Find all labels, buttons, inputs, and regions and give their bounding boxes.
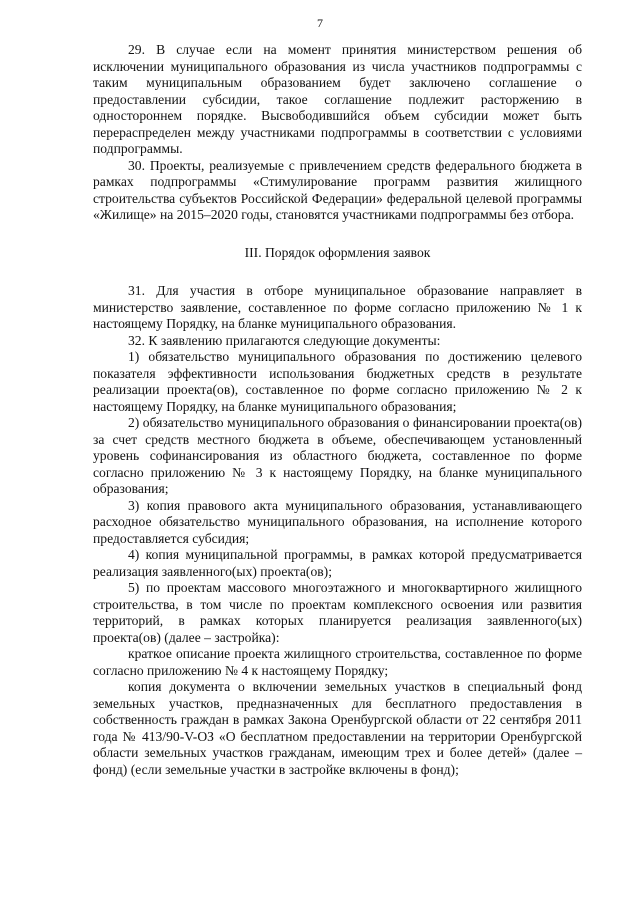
list-item-1: 1) обязательство муниципального образования по достижению целевого показателя эффективности использования бюджетных средств в результате реализации проекта(ов), составленное по форме согласно приложению № 2 к настоящему Порядку, на бланке муниципального образования; <box>93 349 582 414</box>
document-body <box>93 42 582 778</box>
paragraph-31: 31. Для участия в отборе муниципальное образование направляет в министерство заявление, составленное по форме согласно приложению № 1 к настоящему Порядку, на бланке муниципального образования. <box>93 283 582 331</box>
paragraph-30: 30. Проекты, реализуемые с привлечением средств федерального бюджета в рамках подпрограммы «Стимулирование программ развития жилищного строительства субъектов Российской Федерации» федеральной целевой программы «Жилище» на 2015–2020 годы, становятся участниками подпрограммы без отбора. <box>93 157 582 222</box>
list-item-5: 5) по проектам массового многоэтажного и многоквартирного жилищного строительства, в том числе по проектам комплексного освоения или развития территорий, в рамках которых планируется реализация заявленного(ых) проекта(ов) (далее – застройка): <box>93 580 582 645</box>
sub-item-fund-document: копия документа о включении земельных участков в специальный фонд земельных участков, предназначенных для бесплатного предоставления в собственность граждан в рамках Закона Оренбургской области от 22 сентября 2011 года № 413/90-V-ОЗ «О бесплатном предоставлении на территории Оренбургской области земельных участков гражданам, имеющим трех и более детей» (далее – фонд) (если земельные участки в застройке включены в фонд); <box>93 679 582 777</box>
list-item-3: 3) копия правового акта муниципального образования, устанавливающего расходное обязательство муниципального образования, на исполнение которого предоставляется субсидия; <box>93 497 582 546</box>
page-number: 7 <box>317 16 323 30</box>
paragraph-32: 32. К заявлению прилагаются следующие документы: <box>128 332 441 348</box>
list-item-2: 2) обязательство муниципального образования о финансировании проекта(ов) за счет средств местного бюджета в объеме, обеспечивающем установленный уровень софинансирования из областного бюджета, составленное по форме согласно приложению № 3 к настоящему Порядку, на бланке муниципального образования; <box>93 415 582 496</box>
sub-item-description: краткое описание проекта жилищного строительства, составленное по форме согласно приложению № 4 к настоящему Порядку; <box>93 646 582 678</box>
paragraph-29: 29. В случае если на момент принятия министерством решения об исключении муниципального образования из числа участников подпрограммы с таким муниципальным образованием будет заключено соглашение о предоставлении субсидии, такое соглашение подлежит расторжению в одностороннем порядке. Высвободившийся объем субсидии может быть перераспределен между участниками подпрограммы в соответствии с условиями подпрограммы. <box>93 42 582 156</box>
section-heading: III. Порядок оформления заявок <box>244 244 431 260</box>
list-item-4: 4) копия муниципальной программы, в рамках которой предусматривается реализация заявленного(ых) проекта(ов); <box>93 547 582 579</box>
